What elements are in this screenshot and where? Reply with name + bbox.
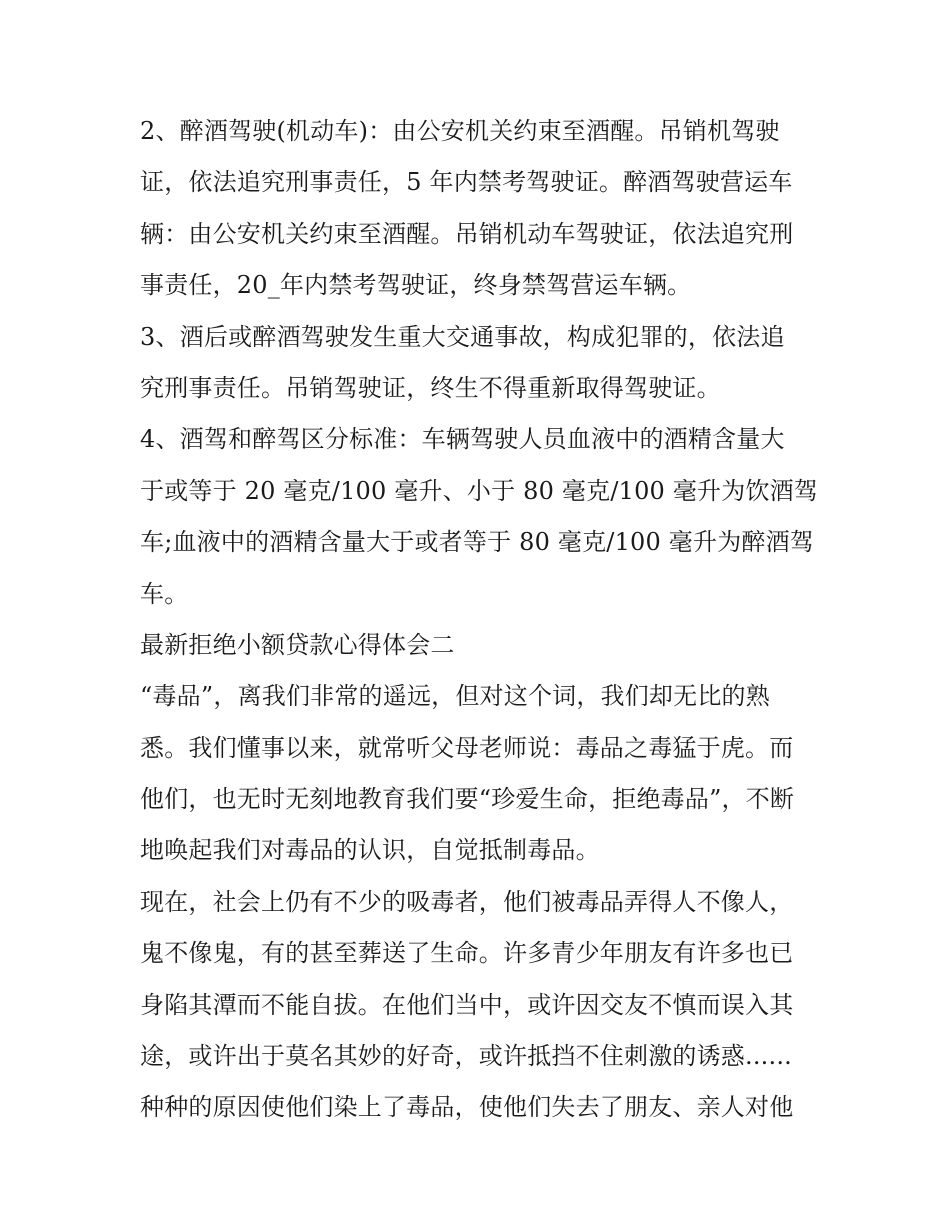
text-line: 鬼不像鬼，有的甚至葬送了生命。许多青少年朋友有许多也已 <box>140 939 794 968</box>
text-line: “毒品”，离我们非常的遥远，但对这个词，我们却无比的熟 <box>140 682 770 711</box>
text-line: 事责任，20_年内禁考驾驶证，终身禁驾营运车辆。 <box>140 271 692 300</box>
text-line: 现在，社会上仍有不少的吸毒者，他们被毒品弄得人不像人， <box>140 887 794 916</box>
text-line: 4、酒驾和醉驾区分标准：车辆驾驶人员血液中的酒精含量大 <box>140 425 785 454</box>
text-line: 悉。我们懂事以来，就常听父母老师说：毒品之毒猛于虎。而 <box>140 733 794 762</box>
text-line: 途，或许出于莫名其妙的好奇，或许抵挡不住刺激的诱惑...... <box>140 1042 792 1071</box>
text-line: 身陷其潭而不能自拔。在他们当中，或许因交友不慎而误入其 <box>140 990 794 1019</box>
text-line: 地唤起我们对毒品的认识，自觉抵制毒品。 <box>140 836 600 865</box>
section-heading: 最新拒绝小额贷款心得体会二 <box>140 630 455 659</box>
text-line: 于或等于 20 毫克/100 毫升、小于 80 毫克/100 毫升为饮酒驾 <box>140 476 819 505</box>
text-line: 2、醉酒驾驶(机动车)：由公安机关约束至酒醒。吊销机驾驶 <box>140 117 780 145</box>
text-line: 证，依法追究刑事责任，5 年内禁考驾驶证。醉酒驾驶营运车 <box>140 168 793 197</box>
text-line: 车。 <box>140 579 189 608</box>
text-line: 他们，也无时无刻地教育我们要“珍爱生命，拒绝毒品”，不断 <box>140 785 795 814</box>
text-line: 种种的原因使他们染上了毒品，使他们失去了朋友、亲人对他 <box>140 1093 794 1122</box>
text-line: 车;血液中的酒精含量大于或者等于 80 毫克/100 毫升为醉酒驾 <box>140 528 815 557</box>
text-line: 3、酒后或醉酒驾驶发生重大交通事故，构成犯罪的，依法追 <box>140 322 785 351</box>
text-line: 辆：由公安机关约束至酒醒。吊销机动车驾驶证，依法追究刑 <box>140 219 794 248</box>
text-line: 究刑事责任。吊销驾驶证，终生不得重新取得驾驶证。 <box>140 373 721 402</box>
document-body <box>140 106 820 1134</box>
